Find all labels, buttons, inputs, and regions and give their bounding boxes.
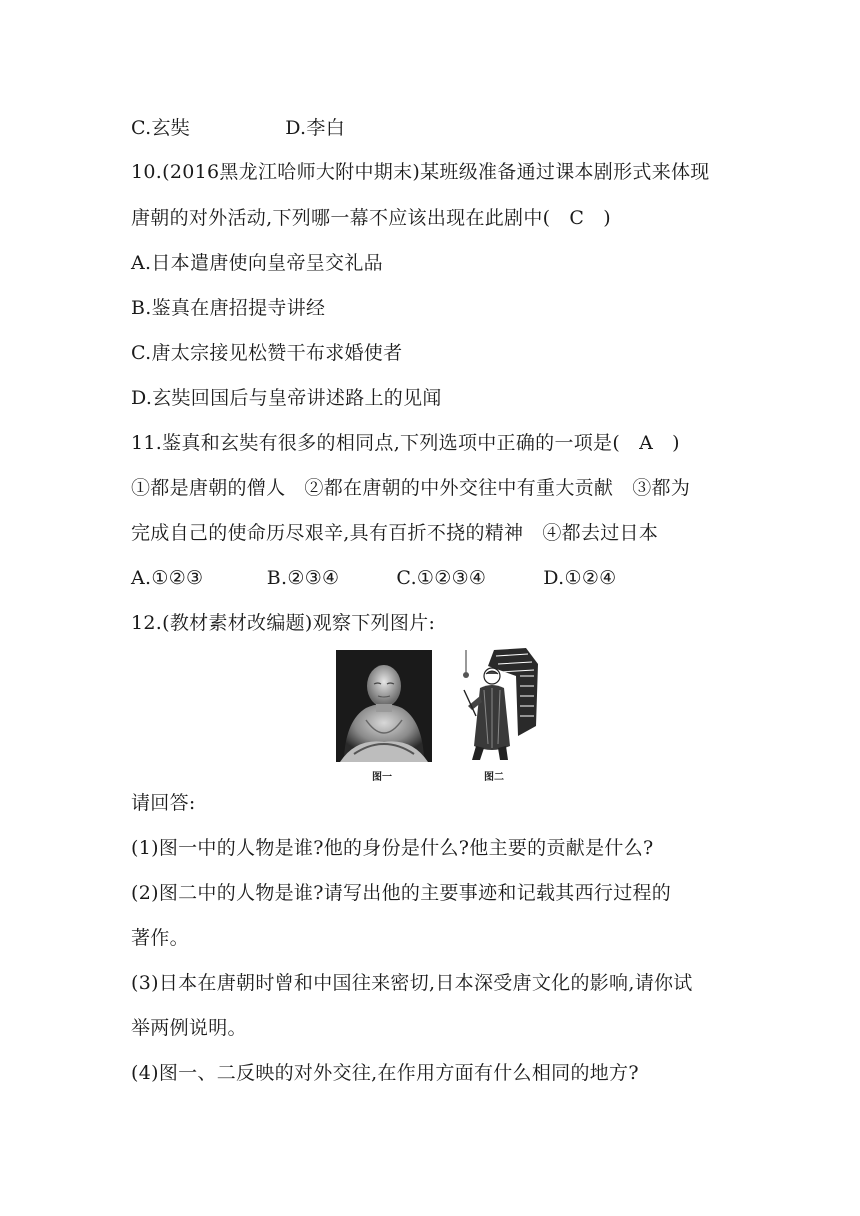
q11-options: A.①②③ B.②③④ C.①②③④ D.①②④ [131, 567, 617, 589]
q10-option-a: A.日本遣唐使向皇帝呈交礼品 [131, 252, 383, 274]
q9-options-cd: C.玄奘 D.李白 [131, 117, 345, 139]
figure-group [336, 646, 536, 786]
q11-stem: 11.鉴真和玄奘有很多的相同点,下列选项中正确的一项是( A ) [131, 432, 680, 454]
q10-option-d: D.玄奘回国后与皇帝讲述路上的见闻 [131, 387, 442, 409]
q10-stem-line1: 10.(2016黑龙江哈师大附中期末)某班级准备通过课本剧形式来体现 [131, 161, 710, 183]
q11-statements-line1: ①都是唐朝的僧人 ②都在唐朝的中外交往中有重大贡献 ③都为 [131, 477, 691, 499]
q12-sub3-line1: (3)日本在唐朝时曾和中国往来密切,日本深受唐文化的影响,请你试 [131, 972, 693, 994]
q10-option-b: B.鉴真在唐招提寺讲经 [131, 297, 326, 319]
figure-2-caption: 图二 [484, 772, 504, 783]
q10-stem-line2: 唐朝的对外活动,下列哪一幕不应该出现在此剧中( C ) [131, 207, 611, 229]
figure-1-seated-monk-statue [336, 650, 432, 762]
q12-sub1: (1)图一中的人物是谁?他的身份是什么?他主要的贡献是什么? [131, 837, 654, 859]
figure-1-caption: 图一 [372, 772, 392, 783]
q12-prompt: 请回答: [131, 792, 196, 814]
q12-sub2-line1: (2)图二中的人物是谁?请写出他的主要事迹和记载其西行过程的 [131, 882, 672, 904]
q12-stem: 12.(教材素材改编题)观察下列图片: [131, 612, 436, 634]
q10-option-c: C.唐太宗接见松赞干布求婚使者 [131, 342, 403, 364]
q12-sub4: (4)图一、二反映的对外交往,在作用方面有什么相同的地方? [131, 1062, 639, 1084]
q12-sub3-line2: 举两例说明。 [131, 1017, 247, 1039]
q12-sub2-line2: 著作。 [131, 927, 189, 949]
figure-2-traveling-monk-drawing [458, 646, 540, 764]
q11-statements-line2: 完成自己的使命历尽艰辛,具有百折不挠的精神 ④都去过日本 [131, 522, 659, 544]
